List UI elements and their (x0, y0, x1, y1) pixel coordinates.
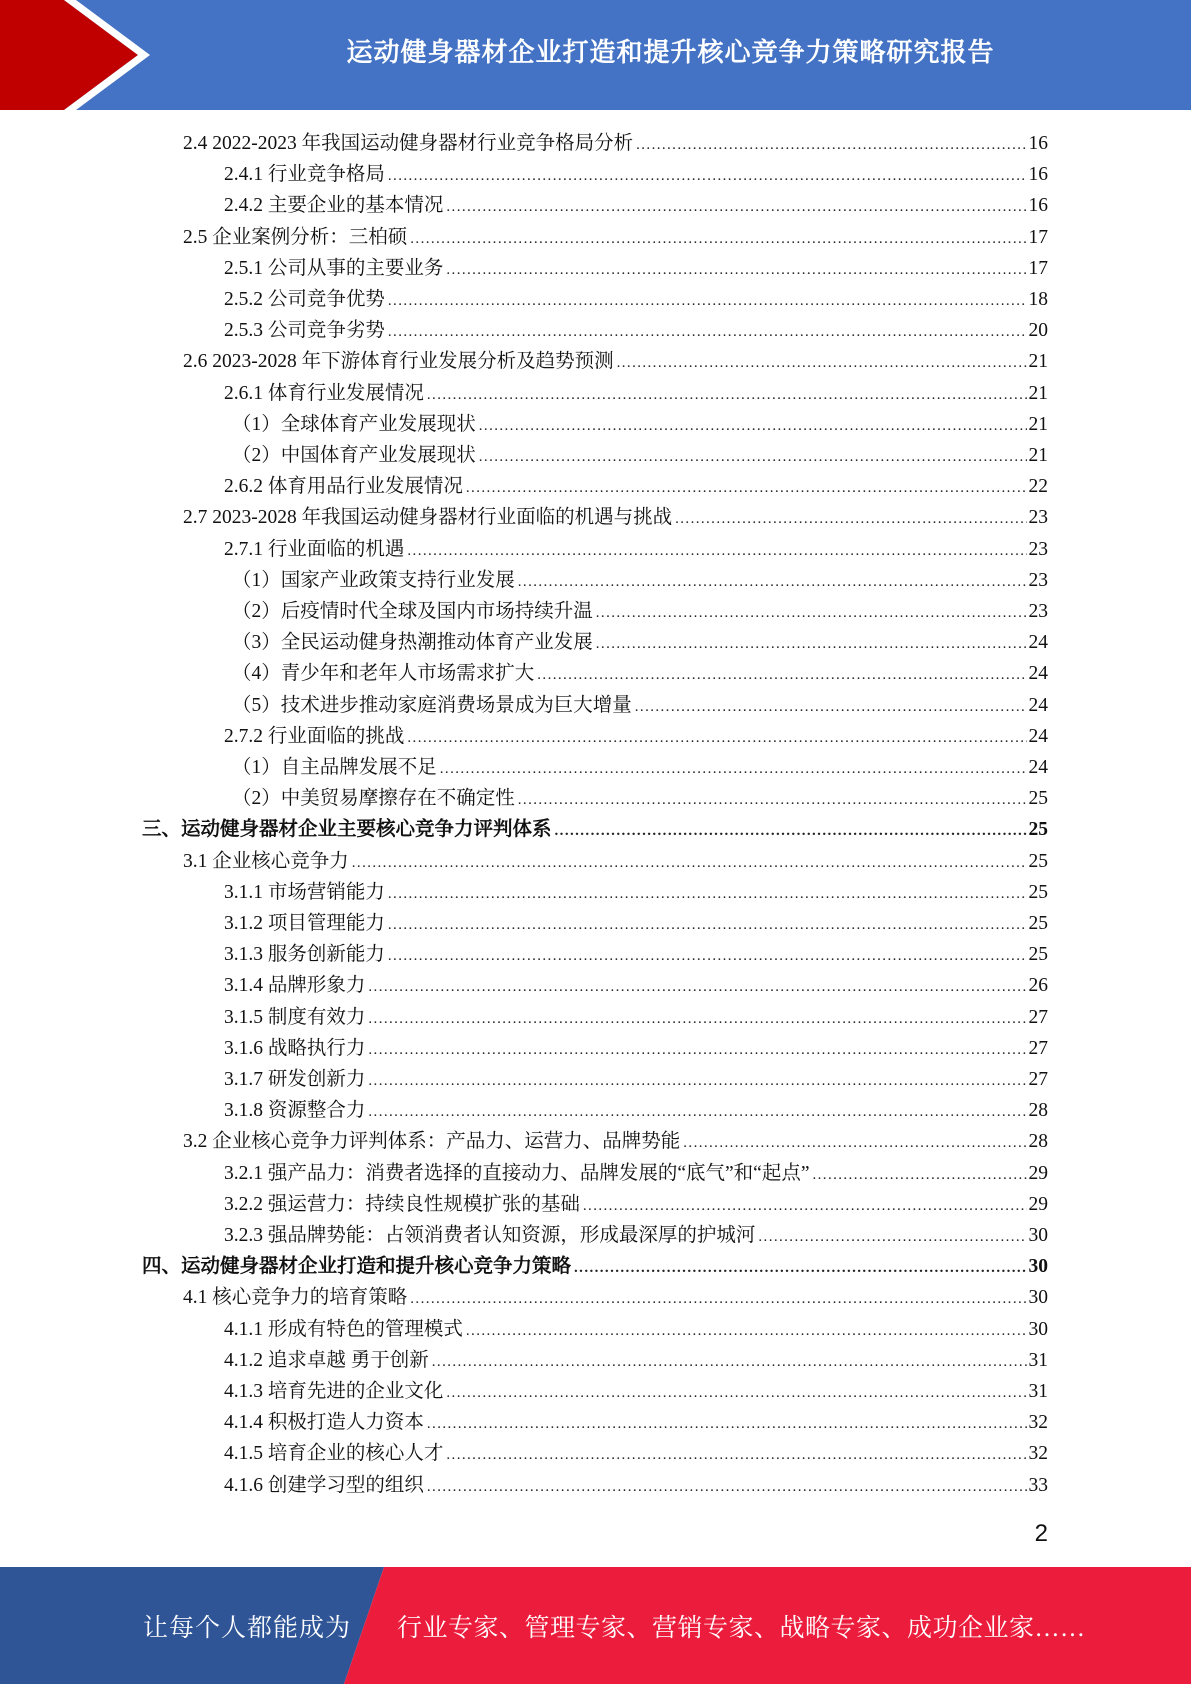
footer-slogan-left: 让每个人都能成为 (143, 1614, 352, 1642)
toc-entry-page: 16 (1028, 164, 1048, 186)
toc-entry-page: 23 (1028, 507, 1048, 529)
toc-entry-title: 3.1.4 品牌形象力 (224, 975, 366, 997)
toc-entry[interactable] (224, 1375, 1048, 1406)
toc-entry-title: 2.7 2023-2028 年我国运动健身器材行业面临的机遇与挑战 (183, 507, 673, 529)
toc-entry-title: 4.1 核心竞争力的培育策略 (183, 1287, 408, 1309)
toc-entry[interactable] (224, 907, 1048, 938)
toc-entry-title: 3.1.3 服务创新能力 (224, 944, 385, 966)
toc-entry-page: 33 (1028, 1474, 1048, 1496)
toc-entry[interactable] (224, 314, 1048, 345)
toc-dot-leader (410, 231, 1026, 248)
toc-entry-page: 25 (1028, 913, 1048, 934)
toc-entry-page: 20 (1028, 320, 1048, 342)
toc-entry-title: 4.1.4 积极打造人力资本 (224, 1412, 424, 1434)
toc-dot-leader (388, 293, 1027, 310)
toc-entry-title: 2.5.2 公司竞争优势 (224, 289, 385, 310)
toc-entry-title: 2.6.2 体育用品行业发展情况 (224, 476, 463, 498)
toc-dot-leader (537, 667, 1026, 684)
toc-entry[interactable] (183, 1281, 1048, 1312)
toc-dot-leader (407, 730, 1026, 747)
toc-dot-leader (368, 1011, 1026, 1028)
toc-entry[interactable] (183, 221, 1048, 252)
toc-entry-page: 24 (1028, 632, 1048, 654)
toc-dot-leader (635, 699, 1027, 716)
toc-entry-page: 29 (1028, 1193, 1048, 1215)
toc-dot-leader (407, 543, 1026, 560)
toc-dot-leader (446, 1447, 1026, 1464)
toc-entry-title: 3.2.1 强产品力：消费者选择的直接动力、品牌发展的“底气”和“起点” (224, 1162, 810, 1184)
toc-entry[interactable] (224, 1188, 1048, 1219)
toc-entry[interactable] (232, 782, 1048, 813)
toc-entry-title: 4.1.5 培育企业的核心人才 (224, 1443, 444, 1465)
toc-entry-title: 三、运动健身器材企业主要核心竞争力评判体系 (142, 819, 552, 841)
toc-entry[interactable] (224, 470, 1048, 501)
toc-entry[interactable] (183, 845, 1048, 876)
toc-entry-page: 27 (1028, 1069, 1048, 1090)
toc-entry[interactable] (224, 1063, 1048, 1094)
toc-entry[interactable] (224, 252, 1048, 283)
toc-dot-leader (368, 1042, 1026, 1059)
toc-entry-page: 25 (1028, 850, 1048, 872)
toc-entry-page: 21 (1028, 445, 1048, 466)
toc-entry-page: 17 (1028, 226, 1048, 248)
toc-entry-page: 24 (1028, 757, 1048, 778)
toc-dot-leader (675, 511, 1026, 528)
toc-entry-title: 2.7.1 行业面临的机遇 (224, 538, 405, 560)
toc-entry-title: 四、运动健身器材企业打造和提升核心竞争力策略 (142, 1256, 572, 1278)
toc-entry-title: 2.5.1 公司从事的主要业务 (224, 257, 444, 279)
toc-entry-page: 30 (1028, 1225, 1048, 1246)
toc-entry-page: 26 (1028, 975, 1048, 997)
report-title: 运动健身器材企业打造和提升核心竞争力策略研究报告 (346, 37, 995, 68)
toc-entry-title: （3）全民运动健身热潮推动体育产业发展 (232, 632, 593, 654)
toc-entry[interactable] (183, 1125, 1048, 1156)
toc-entry[interactable] (224, 283, 1048, 314)
toc-dot-leader (368, 1073, 1026, 1090)
toc-entry[interactable] (224, 1469, 1048, 1500)
toc-entry-page: 24 (1028, 694, 1048, 716)
toc-entry-title: 4.1.2 追求卓越 勇于创新 (224, 1349, 429, 1371)
toc-entry[interactable] (224, 1001, 1048, 1032)
toc-entry-title: 3.1.7 研发创新力 (224, 1069, 366, 1090)
toc-entry[interactable] (232, 689, 1048, 720)
toc-dot-leader (432, 1354, 1027, 1371)
toc-entry-title: 3.1.1 市场营销能力 (224, 881, 385, 903)
toc-dot-leader (427, 387, 1027, 404)
toc-dot-leader (388, 324, 1027, 341)
toc-dot-leader (446, 262, 1026, 279)
toc-entry-title: 3.2 企业核心竞争力评判体系：产品力、运营力、品牌势能 (183, 1131, 681, 1153)
toc-entry[interactable] (224, 1313, 1048, 1344)
page-footer (0, 1567, 1191, 1684)
toc-dot-leader (446, 1385, 1026, 1402)
toc-entry-page: 16 (1028, 195, 1048, 217)
toc-dot-leader (617, 355, 1027, 372)
toc-entry-page: 21 (1028, 351, 1048, 373)
toc-entry-page: 30 (1028, 1318, 1048, 1340)
toc-dot-leader (479, 418, 1027, 435)
toc-entry[interactable] (224, 938, 1048, 969)
toc-entry-page: 25 (1028, 819, 1048, 841)
toc-dot-leader (388, 948, 1027, 965)
toc-dot-leader (518, 792, 1027, 809)
toc-dot-leader (368, 979, 1026, 996)
toc-entry-page: 23 (1028, 538, 1048, 560)
toc-entry[interactable] (224, 1437, 1048, 1468)
toc-dot-leader (427, 1416, 1027, 1433)
toc-entry[interactable] (224, 1406, 1048, 1437)
toc-entry-title: 4.1.1 形成有特色的管理模式 (224, 1318, 463, 1340)
toc-entry-title: 4.1.6 创建学习型的组织 (224, 1474, 424, 1496)
toc-entry[interactable] (224, 158, 1048, 189)
toc-entry-title: 2.6 2023-2028 年下游体育行业发展分析及趋势预测 (183, 351, 614, 373)
toc-entry[interactable] (224, 720, 1048, 751)
toc-entry[interactable] (224, 1157, 1048, 1188)
toc-dot-leader (466, 1323, 1027, 1340)
page-number: 2 (1034, 1520, 1048, 1547)
toc-entry-page: 32 (1028, 1412, 1048, 1434)
toc-entry[interactable] (142, 1250, 1048, 1281)
toc-entry[interactable] (183, 127, 1048, 158)
toc-entry-title: 3.1.2 项目管理能力 (224, 913, 385, 934)
toc-dot-leader (813, 1167, 1027, 1184)
toc-entry[interactable] (232, 595, 1048, 626)
toc-entry[interactable] (142, 813, 1048, 844)
toc-entry-page: 28 (1028, 1131, 1048, 1153)
toc-entry-title: （4）青少年和老年人市场需求扩大 (232, 663, 535, 685)
toc-entry-page: 28 (1028, 1100, 1048, 1122)
toc-entry-title: 3.1.8 资源整合力 (224, 1100, 366, 1122)
toc-dot-leader (636, 137, 1026, 154)
toc-entry[interactable] (232, 408, 1048, 439)
toc-dot-leader (410, 1291, 1026, 1308)
toc-entry-page: 27 (1028, 1037, 1048, 1059)
page-header (0, 0, 1191, 110)
toc-entry-page: 23 (1028, 569, 1048, 591)
toc-entry[interactable] (224, 377, 1048, 408)
toc-entry[interactable] (232, 626, 1048, 657)
toc-dot-leader (758, 1229, 1026, 1246)
toc-entry-title: 3.1.6 战略执行力 (224, 1037, 366, 1059)
toc-entry-page: 31 (1028, 1381, 1048, 1402)
toc-entry-title: 2.4 2022-2023 年我国运动健身器材行业竞争格局分析 (183, 133, 634, 154)
toc-entry-title: （2）后疫情时代全球及国内市场持续升温 (232, 601, 593, 622)
toc-dot-leader (446, 199, 1026, 216)
toc-dot-leader (440, 761, 1027, 778)
toc-entry-page: 27 (1028, 1006, 1048, 1028)
toc-entry[interactable] (224, 1032, 1048, 1063)
toc-dot-leader (388, 168, 1027, 185)
toc-entry[interactable] (232, 657, 1048, 688)
toc-entry-title: （5）技术进步推动家庭消费场景成为巨大增量 (232, 694, 632, 716)
toc-entry-title: 4.1.3 培育先进的企业文化 (224, 1381, 444, 1402)
toc-entry-title: 3.1.5 制度有效力 (224, 1006, 366, 1028)
toc-entry-page: 25 (1028, 881, 1048, 903)
toc-dot-leader (596, 605, 1027, 622)
red-chevron-decoration (0, 0, 160, 110)
toc-dot-leader (352, 855, 1027, 872)
toc-entry[interactable] (224, 533, 1048, 564)
toc-entry[interactable] (232, 439, 1048, 470)
toc-entry-title: 2.5.3 公司竞争劣势 (224, 320, 385, 342)
toc-entry[interactable] (224, 1219, 1048, 1250)
toc-entry-title: 2.6.1 体育行业发展情况 (224, 382, 424, 404)
toc-entry-title: 3.2.3 强品牌势能：占领消费者认知资源，形成最深厚的护城河 (224, 1225, 756, 1246)
toc-entry-page: 31 (1028, 1349, 1048, 1371)
toc-dot-leader (388, 886, 1027, 903)
toc-entry-page: 29 (1028, 1162, 1048, 1184)
toc-entry-title: 2.4.1 行业竞争格局 (224, 164, 385, 186)
toc-dot-leader (479, 449, 1027, 466)
toc-entry-page: 21 (1028, 382, 1048, 404)
toc-entry[interactable] (183, 345, 1048, 376)
toc-dot-leader (555, 823, 1027, 840)
toc-dot-leader (466, 480, 1027, 497)
toc-entry-page: 24 (1028, 663, 1048, 685)
toc-entry-title: （1）国家产业政策支持行业发展 (232, 569, 515, 591)
toc-entry-title: 3.2.2 强运营力：持续良性规模扩张的基础 (224, 1193, 580, 1215)
toc-entry[interactable] (224, 1344, 1048, 1375)
toc-dot-leader (596, 636, 1027, 653)
toc-dot-leader (427, 1479, 1027, 1496)
toc-entry-page: 30 (1028, 1287, 1048, 1309)
toc-entry[interactable] (224, 1094, 1048, 1125)
footer-slogan-right: 行业专家、管理专家、营销专家、战略专家、成功企业家…… (397, 1614, 1086, 1642)
toc-entry-page: 22 (1028, 476, 1048, 498)
toc-entry-title: 2.5 企业案例分析：三柏硕 (183, 226, 408, 248)
toc-entry-page: 24 (1028, 725, 1048, 747)
toc-entry-page: 25 (1028, 944, 1048, 966)
toc-dot-leader (368, 1104, 1026, 1121)
toc-entry-page: 16 (1028, 133, 1048, 154)
toc-entry-title: 2.4.2 主要企业的基本情况 (224, 195, 444, 217)
toc-entry-page: 30 (1028, 1256, 1048, 1278)
toc-entry[interactable] (224, 969, 1048, 1000)
toc-entry-title: （1）全球体育产业发展现状 (232, 413, 476, 435)
toc-entry-title: （1）自主品牌发展不足 (232, 757, 437, 778)
toc-entry-page: 17 (1028, 257, 1048, 279)
toc-entry-title: 3.1 企业核心竞争力 (183, 850, 349, 872)
toc-entry-title: 2.7.2 行业面临的挑战 (224, 725, 405, 747)
toc-dot-leader (518, 574, 1027, 591)
toc-entry[interactable] (224, 189, 1048, 220)
toc-dot-leader (583, 1198, 1027, 1215)
toc-entry-page: 18 (1028, 289, 1048, 310)
toc-dot-leader (388, 917, 1027, 934)
toc-dot-leader (574, 1260, 1026, 1277)
toc-dot-leader (683, 1135, 1026, 1152)
toc-entry[interactable] (183, 501, 1048, 532)
toc-entry-page: 25 (1028, 788, 1048, 810)
toc-entry-page: 21 (1028, 413, 1048, 435)
toc-entry[interactable] (232, 751, 1048, 782)
toc-entry-page: 32 (1028, 1443, 1048, 1465)
toc-entry-page: 23 (1028, 601, 1048, 622)
toc-entry-title: （2）中美贸易摩擦存在不确定性 (232, 788, 515, 810)
toc-entry[interactable] (224, 876, 1048, 907)
toc-entry[interactable] (232, 564, 1048, 595)
toc-entry-title: （2）中国体育产业发展现状 (232, 445, 476, 466)
